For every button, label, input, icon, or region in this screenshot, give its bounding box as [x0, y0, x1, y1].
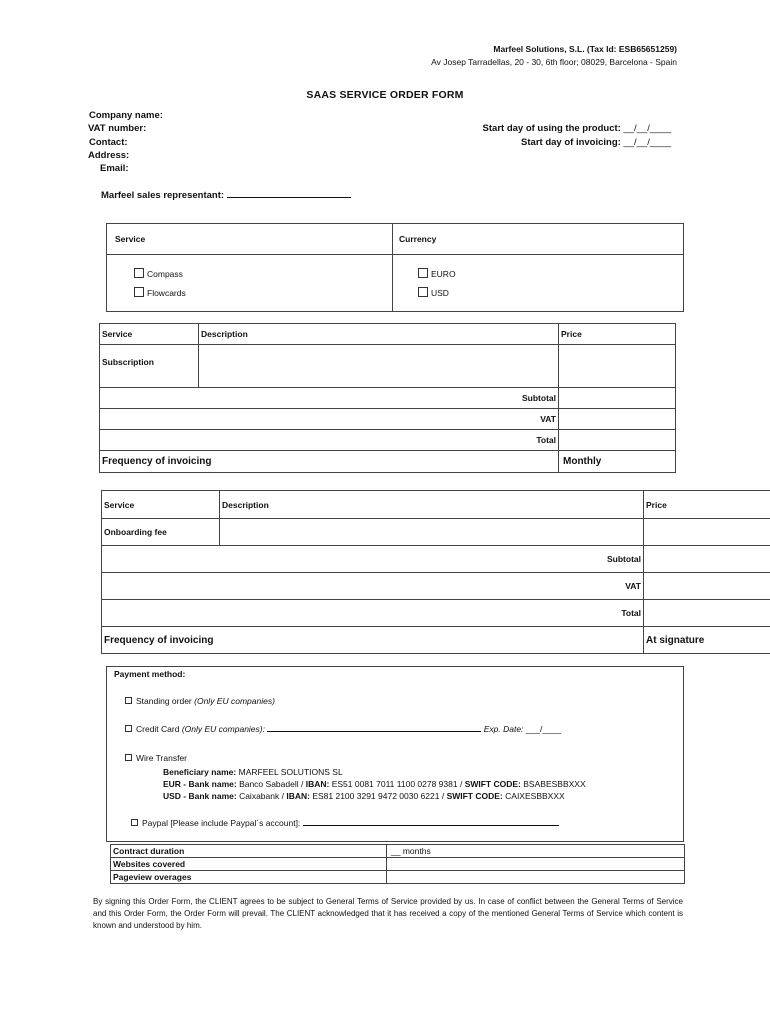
sub-frequency-value: Monthly [559, 451, 676, 473]
email-label: Email: [100, 163, 129, 174]
compass-checkbox[interactable] [134, 268, 144, 278]
pageview-overages-label: Pageview overages [111, 871, 387, 884]
credit-card-checkbox[interactable] [125, 725, 132, 732]
start-product-label: Start day of using the product: [482, 123, 621, 134]
onboarding-price-cell[interactable] [644, 519, 770, 546]
sub-total-cell[interactable] [559, 430, 676, 451]
onb-frequency-value: At signature [644, 627, 770, 654]
onb-description-header: Description [220, 491, 644, 519]
paypal-account-field[interactable] [303, 825, 559, 826]
contract-table [110, 844, 685, 884]
wire-transfer-option[interactable]: Wire Transfer [125, 753, 187, 763]
flowcards-option[interactable]: Flowcards [134, 287, 390, 298]
terms-paragraph: By signing this Order Form, the CLIENT agrees to be subject to General Terms of Service provided by us. In case of conflict between the General Terms of Service and this Order Form, the Order Form will prevail. The CLIENT acknowledged that it has received a copy of the mentioned General Terms of Service which content is known and understood by him. [93, 897, 683, 930]
onb-service-header: Service [102, 491, 220, 519]
currency-header: Currency [393, 224, 684, 255]
sub-total-label: Total [100, 430, 559, 451]
subscription-description-cell[interactable] [199, 345, 559, 388]
subscription-price-cell[interactable] [559, 345, 676, 388]
sub-description-header: Description [199, 324, 559, 345]
euro-checkbox[interactable] [418, 268, 428, 278]
onb-vat-cell[interactable] [644, 573, 770, 600]
company-header: Marfeel Solutions, S.L. (Tax Id: ESB65651259) [493, 44, 677, 54]
sub-service-header: Service [100, 324, 199, 345]
onboarding-description-cell[interactable] [220, 519, 644, 546]
standing-order-checkbox[interactable] [125, 697, 132, 704]
service-currency-table [106, 223, 684, 312]
company-name-label: Company name: [89, 110, 163, 121]
contract-duration-value[interactable]: __ months [387, 845, 685, 858]
compass-option[interactable]: Compass [134, 268, 390, 279]
sub-price-header: Price [559, 324, 676, 345]
paypal-option[interactable]: Paypal [Please include Paypal´s account]: [131, 818, 559, 828]
websites-covered-label: Websites covered [111, 858, 387, 871]
start-invoicing-row [521, 137, 671, 148]
usd-option[interactable]: USD [418, 287, 681, 298]
onb-frequency-label: Frequency of invoicing [102, 627, 644, 654]
eur-bank-line: EUR - Bank name: Banco Sabadell / IBAN: ES51 0081 7011 1100 0278 9381 / SWIFT CODE: BSABESBBXXX [163, 779, 586, 789]
vat-number-label: VAT number: [88, 123, 147, 134]
usd-checkbox[interactable] [418, 287, 428, 297]
sub-vat-cell[interactable] [559, 409, 676, 430]
sales-rep-label: Marfeel sales representant: [101, 190, 225, 201]
service-options [107, 255, 393, 312]
paypal-checkbox[interactable] [131, 819, 138, 826]
contact-label: Contact: [89, 137, 128, 148]
sub-subtotal-cell[interactable] [559, 388, 676, 409]
start-invoicing-date-field[interactable]: __/__/____ [623, 137, 671, 148]
onb-total-cell[interactable] [644, 600, 770, 627]
start-product-row [483, 123, 671, 134]
flowcards-checkbox[interactable] [134, 287, 144, 297]
credit-card-option[interactable]: Credit Card (Only EU companies): Exp. Date: ___/____ [125, 724, 561, 734]
usd-bank-line: USD - Bank name: Caixabank / IBAN: ES81 2100 3291 9472 0030 6221 / SWIFT CODE: CAIXESBBXXX [163, 791, 565, 801]
service-header: Service [107, 224, 393, 255]
credit-card-number-field[interactable] [267, 731, 481, 732]
address-label: Address: [88, 150, 130, 161]
company-address: Av Josep Tarradellas, 20 - 30, 6th floor; 08029, Barcelona - Spain [431, 57, 677, 67]
sub-frequency-label: Frequency of invoicing [100, 451, 559, 473]
sub-vat-label: VAT [100, 409, 559, 430]
onboarding-row-label: Onboarding fee [102, 519, 220, 546]
beneficiary-line: Beneficiary name: MARFEEL SOLUTIONS SL [163, 767, 343, 777]
sales-rep-row [101, 190, 351, 201]
start-product-date-field[interactable]: __/__/____ [623, 123, 671, 134]
onb-subtotal-cell[interactable] [644, 546, 770, 573]
websites-covered-cell[interactable] [387, 858, 685, 871]
start-invoicing-label: Start day of invoicing: [521, 137, 621, 148]
onboarding-table [101, 490, 770, 654]
onb-vat-label: VAT [102, 573, 644, 600]
page-title: SAAS SERVICE ORDER FORM [306, 89, 464, 101]
payment-method-title: Payment method: [114, 669, 186, 679]
payment-method-box [106, 666, 684, 842]
sales-rep-field[interactable] [227, 197, 351, 198]
currency-options [393, 255, 684, 312]
wire-transfer-checkbox[interactable] [125, 754, 132, 761]
pageview-overages-cell[interactable] [387, 871, 685, 884]
onb-total-label: Total [102, 600, 644, 627]
onb-subtotal-label: Subtotal [102, 546, 644, 573]
standing-order-option[interactable]: Standing order (Only EU companies) [125, 696, 275, 706]
contract-duration-label: Contract duration [111, 845, 387, 858]
euro-option[interactable]: EURO [418, 268, 681, 279]
sub-subtotal-label: Subtotal [100, 388, 559, 409]
subscription-table [99, 323, 676, 473]
subscription-row-label: Subscription [100, 345, 199, 388]
onb-price-header: Price [644, 491, 770, 519]
exp-date-field[interactable]: ___/____ [525, 724, 562, 734]
